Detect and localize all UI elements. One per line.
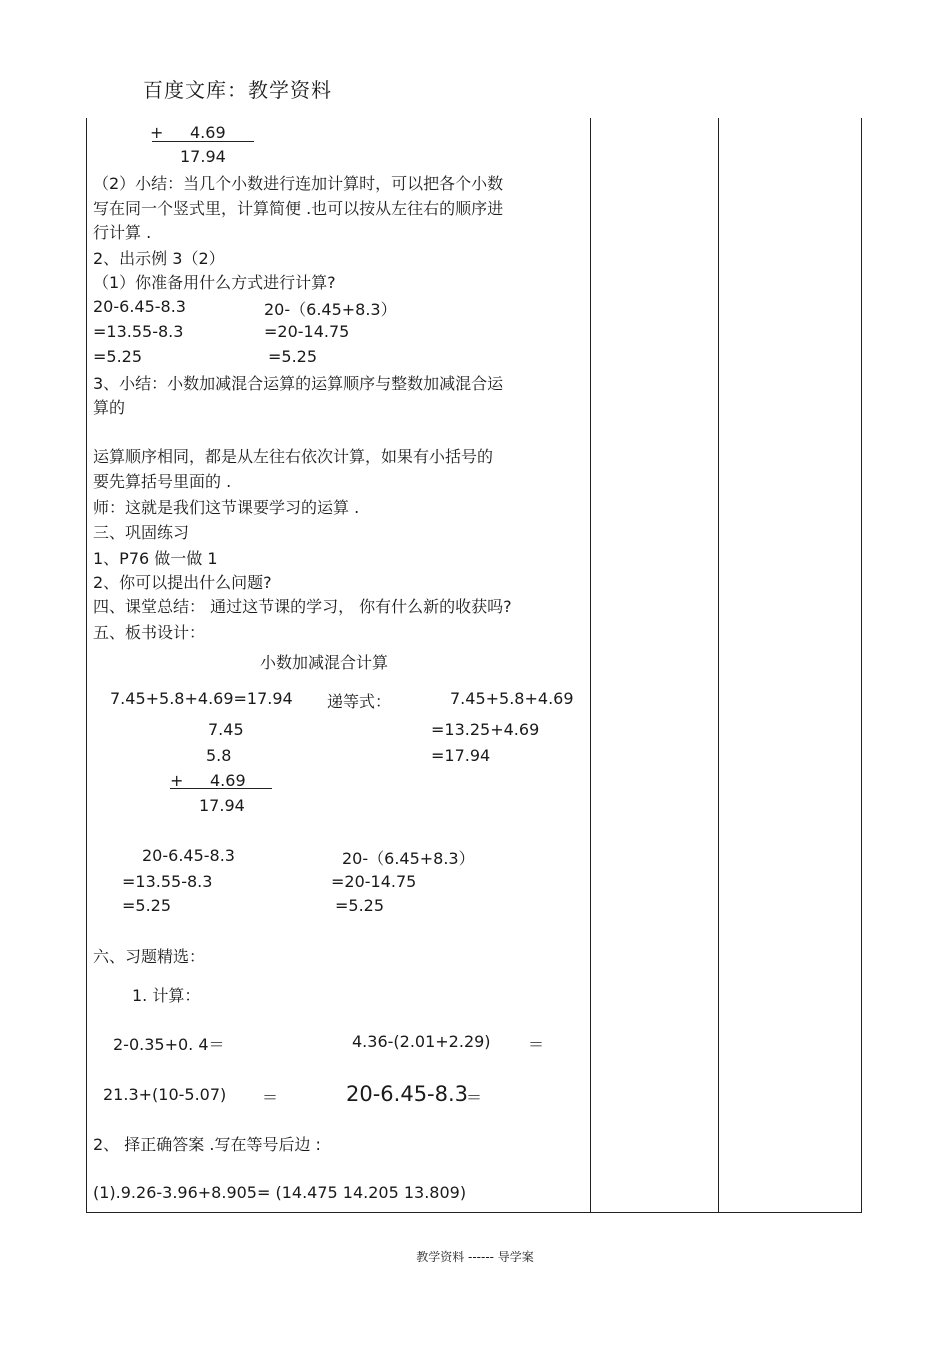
- content-line: 六、习题精选：: [93, 947, 206, 966]
- content-line: 17.94: [199, 796, 245, 815]
- content-line: 要先算括号里面的 .: [93, 472, 232, 491]
- content-line: ＝: [528, 1035, 545, 1054]
- content-line: =13.55-8.3: [122, 872, 213, 891]
- content-line: =5.25: [268, 347, 318, 366]
- content-line: 算的: [93, 398, 126, 417]
- content-line: 小数加减混合计算: [260, 653, 389, 672]
- content-line: 20-（6.45+8.3）: [342, 849, 475, 868]
- table-column-divider-2: [718, 118, 719, 1213]
- content-line: =20-14.75: [331, 872, 417, 891]
- content-line: =5.25: [93, 347, 143, 366]
- content-line: 运算顺序相同，都是从左往右依次计算，如果有小括号的: [93, 447, 494, 466]
- content-line: 4.36-(2.01+2.29): [352, 1032, 491, 1051]
- content-line: =13.55-8.3: [93, 322, 184, 341]
- content-line: 20-6.45-8.3: [93, 297, 186, 316]
- content-line: +: [170, 771, 184, 790]
- content-line: 2、你可以提出什么问题?: [93, 573, 272, 592]
- content-line: 20-6.45-8.3: [346, 1082, 469, 1106]
- content-line: 7.45: [208, 720, 244, 739]
- content-line: 递等式：: [327, 692, 392, 711]
- content-line: 7.45+5.8+4.69=17.94: [110, 689, 293, 708]
- content-line: 2、出示例 3（2）: [93, 249, 225, 268]
- content-line: 2、 择正确答案 .写在等号后边 :: [93, 1135, 321, 1154]
- content-line: （2）小结：当几个小数进行连加计算时，可以把各个小数: [93, 174, 504, 193]
- content-line: 20-6.45-8.3: [142, 846, 235, 865]
- content-line: =17.94: [431, 746, 491, 765]
- page-header-title: 百度文库：教学资料: [143, 78, 332, 102]
- content-line: （1）你准备用什么方式进行计算?: [93, 273, 336, 292]
- content-line: ＝: [262, 1088, 279, 1107]
- table-column-divider-1: [590, 118, 591, 1213]
- content-line: ＝: [466, 1088, 483, 1107]
- content-line: 三、巩固练习: [93, 523, 190, 542]
- content-line: 行计算 .: [93, 223, 152, 242]
- content-line: 师：这就是我们这节课要学习的运算 .: [93, 498, 360, 517]
- content-line: =5.25: [335, 896, 385, 915]
- content-line: (1).9.26-3.96+8.905= (14.475 14.205 13.809): [93, 1183, 467, 1202]
- content-line: 1、P76 做一做 1: [93, 549, 218, 568]
- content-line: +: [150, 123, 164, 142]
- content-line: 21.3+(10-5.07): [103, 1085, 227, 1104]
- content-line: 写在同一个竖式里，计算简便 .也可以按从左往右的顺序进: [93, 199, 504, 218]
- content-line: =5.25: [122, 896, 172, 915]
- content-line: 20-（6.45+8.3）: [264, 300, 397, 319]
- page-footer: 教学资料 ------ 导学案: [416, 1250, 534, 1264]
- content-line: 17.94: [180, 147, 226, 166]
- content-line: 3、小结：小数加减混合运算的运算顺序与整数加减混合运: [93, 374, 504, 393]
- content-line: 4.69: [210, 771, 246, 790]
- content-line: 4.69: [190, 123, 226, 142]
- content-line: 2-0.35+0. 4＝: [113, 1035, 225, 1054]
- content-line: =13.25+4.69: [431, 720, 540, 739]
- content-line: 5.8: [206, 746, 232, 765]
- content-line: 四、课堂总结： 通过这节课的学习， 你有什么新的收获吗?: [93, 597, 512, 616]
- content-line: 7.45+5.8+4.69: [450, 689, 574, 708]
- content-line: 五、板书设计：: [93, 623, 206, 642]
- content-line: 1. 计算：: [132, 986, 201, 1005]
- content-line: =20-14.75: [264, 322, 350, 341]
